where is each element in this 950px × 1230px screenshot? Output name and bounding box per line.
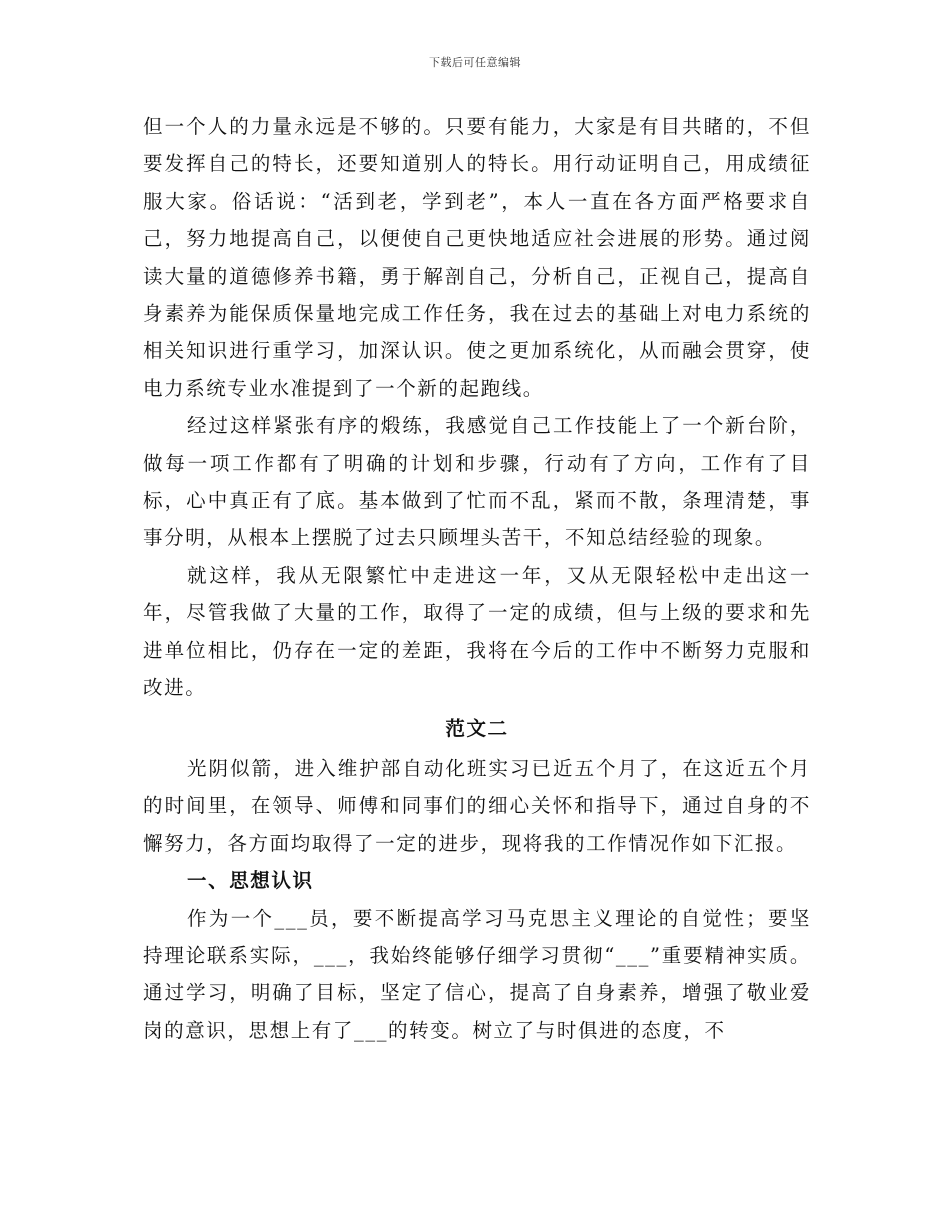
document-body: [143, 108, 811, 1049]
paragraph-continuation: 但一个人的力量永远是不够的。只要有能力，大家是有目共睹的，不但要发挥自己的特长，还要知道别人的特长。用行动证明自己，用成绩征服大家。俗话说：“活到老，学到老”，本人一直在各方面严格要求自己，努力地提高自己，以便使自己更快地适应社会进展的形势。通过阅读大量的道德修养书籍，勇于解剖自己，分析自己，正视自己，提高自身素养为能保质保量地完成工作任务，我在过去的基础上对电力系统的相关知识进行重学习，加深认识。使之更加系统化，从而融会贯穿，使电力系统专业水准提到了一个新的起跑线。: [143, 115, 811, 400]
paragraph-thoughts: 作为一个___员，要不断提高学习马克思主义理论的自觉性；要坚持理论联系实际，___，我始终能够仔细学习贯彻“___”重要精神实质。通过学习，明确了目标，坚定了信心，提高了自身素养，增强了敬业爱岗的意识，思想上有了___的转变。树立了与时俱进的态度，不: [143, 906, 811, 1042]
section-title: 范文二: [445, 716, 509, 740]
paragraph-training: 经过这样紧张有序的煅练，我感觉自己工作技能上了一个新台阶，做每一项工作都有了明确的计划和步骤，行动有了方向，工作有了目标，心中真正有了底。基本做到了忙而不乱，紧而不散，条理清楚，事事分明，从根本上摆脱了过去只顾埋头苦干，不知总结经验的现象。: [143, 414, 811, 550]
header-note: 下载后可任意编辑: [429, 56, 521, 69]
subheading-thoughts: 一、思想认识: [187, 869, 314, 893]
paragraph-summary: 就这样，我从无限繁忙中走进这一年，又从无限轻松中走出这一年，尽管我做了大量的工作，取得了一定的成绩，但与上级的要求和先进单位相比，仍存在一定的差距，我将在今后的工作中不断努力克服和改进。: [143, 563, 811, 700]
paragraph-intro: 光阴似箭，进入维护部自动化班实习已近五个月了，在这近五个月的时间里，在领导、师傅和同事们的细心关怀和指导下，通过自身的不懈努力，各方面均取得了一定的进步，现将我的工作情况作如下汇报。: [143, 756, 811, 855]
